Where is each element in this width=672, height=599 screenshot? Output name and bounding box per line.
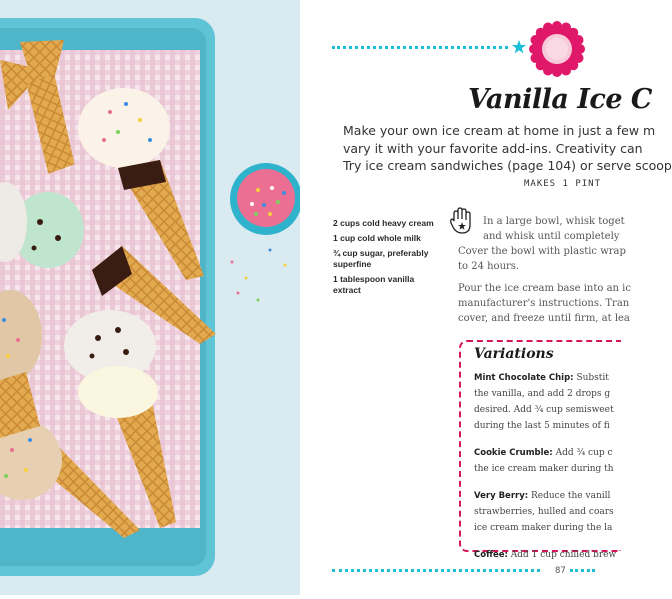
hand-with-star-icon: [450, 207, 474, 235]
step-1-line: to 24 hours.: [458, 261, 520, 272]
variation-name: Cookie Crumble:: [474, 448, 553, 458]
ingredients-list: [333, 218, 438, 300]
variation-line: desired. Add ¾ cup semisweet: [474, 405, 614, 415]
variations-list: [474, 370, 616, 563]
variation-item-cookie-crumble: [474, 445, 616, 477]
variation-line: Substit: [573, 373, 609, 383]
variation-name: Coffee:: [474, 550, 508, 560]
step-1-line: In a large bowl, whisk toget: [483, 216, 625, 227]
recipe-title: Vanilla Ice C: [468, 84, 652, 115]
variation-line: strawberries, hulled and coars: [474, 507, 614, 517]
pink-scalloped-badge-icon: [529, 21, 585, 77]
page-number: 87: [555, 566, 566, 576]
ingredient-item: 1 cup cold whole milk: [333, 233, 421, 243]
intro-line: vary it with your favorite add-ins. Creativity can: [343, 140, 643, 156]
variation-name: Very Berry:: [474, 491, 529, 501]
intro-line: Make your own ice cream at home in just a few m: [343, 123, 656, 138]
variation-line: the vanilla, and add 2 drops g: [474, 389, 611, 399]
bottom-dotted-rule-right: [570, 569, 595, 572]
variations-title: Variations: [474, 346, 554, 362]
variation-line: ice cream maker during the la: [474, 523, 613, 533]
ice-cream-photo: [0, 0, 300, 595]
ingredient-item: 2 cups cold heavy cream: [333, 218, 434, 228]
top-dotted-rule-left: [332, 46, 508, 49]
variation-line: Add 1 cup chilled brew: [507, 550, 617, 560]
step-2-line: Pour the ice cream base into an ic: [458, 283, 631, 294]
recipe-page: [300, 0, 672, 595]
step-2-line: manufacturer's instructions. Tran: [458, 298, 630, 309]
star-icon: [512, 40, 526, 54]
intro-line: Try ice cream sandwiches (page 104) or serve scoop: [343, 158, 672, 173]
sprinkles-bowl: [230, 163, 302, 235]
variation-item-very-berry: [474, 488, 616, 536]
variation-name: Mint Chocolate Chip:: [474, 373, 574, 383]
recipe-yield: MAKES 1 PINT: [524, 179, 602, 189]
step-1-line: Cover the bowl with plastic wrap: [458, 246, 626, 257]
recipe-intro: [343, 122, 672, 175]
step-1-line: and whisk until completely: [483, 231, 620, 242]
variation-item-mint-chocolate-chip: [474, 370, 616, 434]
variation-line: Add ¾ cup c: [552, 448, 613, 458]
variation-line: Reduce the vanill: [528, 491, 611, 501]
variation-line: the ice cream maker during th: [474, 464, 614, 474]
variation-item-coffee: [474, 547, 616, 563]
variation-line: during the last 5 minutes of fi: [474, 421, 610, 431]
ingredient-item: ¾ cup sugar, preferably superfine: [333, 248, 429, 269]
ingredient-item: 1 tablespoon vanilla extract: [333, 274, 415, 295]
step-2-line: cover, and freeze until firm, at lea: [458, 313, 630, 324]
bottom-dotted-rule-left: [332, 569, 540, 572]
